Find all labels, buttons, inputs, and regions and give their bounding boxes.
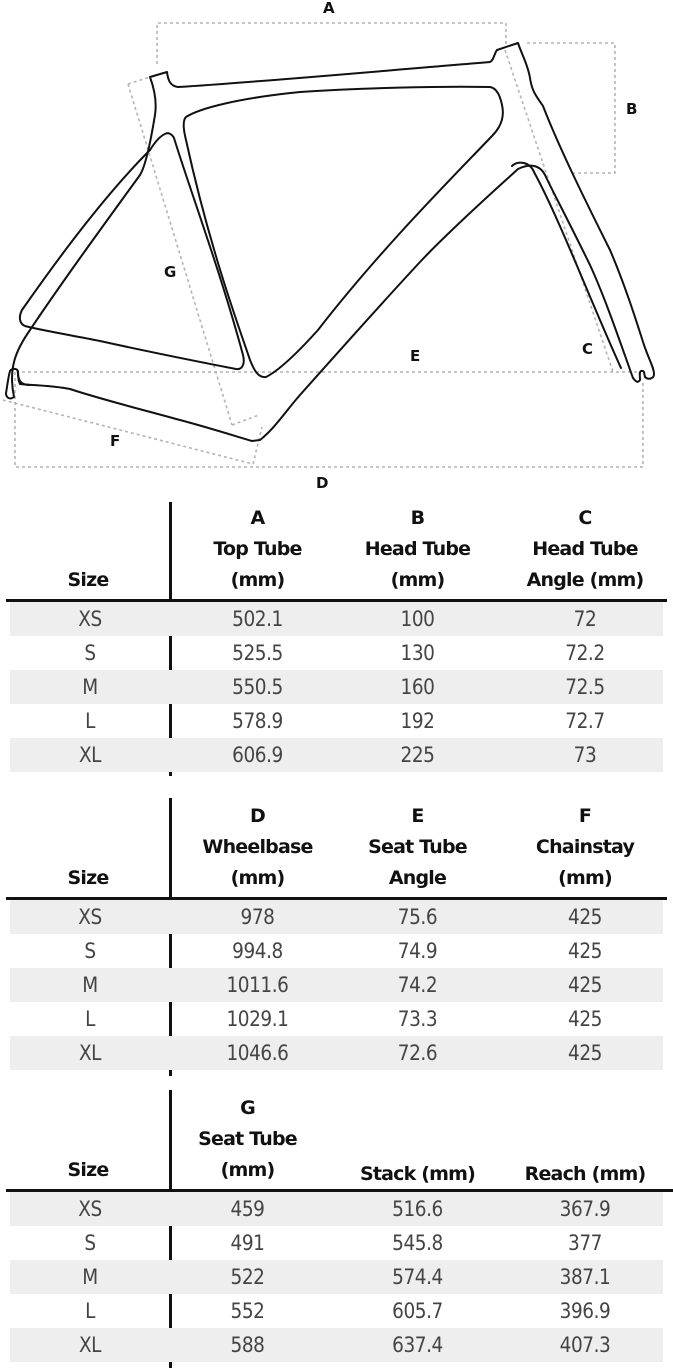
cell-top-tube: 525.5 [232, 641, 283, 665]
cell-size: L [85, 709, 95, 733]
table-row [10, 1328, 663, 1362]
cell-size: L [85, 1007, 95, 1031]
geometry-table-abc [0, 500, 673, 772]
cell-stack: 574.4 [392, 1265, 443, 1289]
cell-size: XL [78, 1041, 102, 1065]
dim-a-line [157, 23, 506, 64]
cell-size: XS [78, 905, 102, 929]
dim-label-g: G [164, 263, 177, 281]
header-reach: Reach (mm) [524, 1163, 646, 1185]
dim-d-line [15, 372, 643, 467]
cell-seat-tube: 491 [230, 1231, 265, 1255]
table-row [0, 934, 673, 968]
cell-seat-tube: 552 [230, 1299, 265, 1323]
fork-inner-line [512, 163, 621, 368]
table-header-row [0, 798, 673, 900]
header-head-tube: B Head Tube (mm) [364, 507, 471, 591]
cell-chainstay: 425 [568, 905, 602, 929]
cell-size: M [82, 973, 98, 997]
cell-size: XS [78, 607, 102, 631]
cell-head-tube-angle: 72.2 [565, 641, 605, 665]
geometry-table-def [0, 798, 673, 1070]
header-wheelbase: D Wheelbase (mm) [202, 805, 313, 889]
cell-head-tube-angle: 73 [573, 743, 597, 767]
table-row [0, 1002, 673, 1036]
dim-label-b: B [626, 100, 638, 118]
header-chainstay: F Chainstay (mm) [535, 805, 635, 889]
header-size: Size [67, 569, 109, 591]
table-row [10, 738, 663, 772]
cell-size: XL [78, 743, 102, 767]
table-row [10, 968, 663, 1002]
frame-outline [6, 43, 654, 441]
dim-label-a: A [323, 0, 335, 17]
cell-size: XS [78, 1197, 102, 1221]
table-row [10, 1260, 663, 1294]
cell-head-tube-angle: 72.5 [565, 675, 605, 699]
table-header-row [0, 1090, 673, 1192]
table-row [10, 900, 663, 934]
cell-top-tube: 550.5 [232, 675, 283, 699]
cell-reach: 396.9 [559, 1299, 611, 1323]
cell-stack: 516.6 [392, 1197, 443, 1221]
cell-stack: 637.4 [392, 1333, 443, 1357]
cell-top-tube: 606.9 [232, 743, 283, 767]
rear-triangle-inner-path [20, 133, 244, 369]
cell-head-tube: 225 [400, 743, 435, 767]
dim-g-bottom [232, 415, 259, 425]
cell-size: S [84, 939, 96, 963]
cell-size: S [84, 641, 96, 665]
cell-stack: 605.7 [392, 1299, 443, 1323]
cell-seat-tube-angle: 73.3 [397, 1007, 438, 1031]
cell-seat-tube-angle: 72.6 [397, 1041, 438, 1065]
header-size: Size [67, 867, 109, 889]
header-seat-tube-angle: E Seat Tube Angle [368, 805, 467, 889]
cell-head-tube: 160 [400, 675, 435, 699]
cell-wheelbase: 1011.6 [226, 973, 289, 997]
cell-wheelbase: 1046.6 [226, 1041, 289, 1065]
table-row [10, 1036, 663, 1070]
head-tube-axis-line [505, 50, 613, 372]
dimension-lines [3, 23, 643, 467]
cell-chainstay: 425 [568, 1007, 602, 1031]
table-header-row [0, 500, 673, 602]
header-head-tube-angle: C Head Tube Angle (mm) [526, 507, 644, 591]
cell-chainstay: 425 [568, 1041, 602, 1065]
cell-wheelbase: 1029.1 [226, 1007, 289, 1031]
cell-top-tube: 578.9 [232, 709, 283, 733]
table-row [10, 1192, 663, 1226]
cell-reach: 367.9 [559, 1197, 611, 1221]
cell-size: L [85, 1299, 95, 1323]
cell-wheelbase: 994.8 [232, 939, 283, 963]
cell-seat-tube: 459 [230, 1197, 265, 1221]
geometry-table-g-stack-reach [0, 1090, 673, 1362]
cell-seat-tube: 522 [230, 1265, 265, 1289]
cell-reach: 377 [568, 1231, 602, 1255]
cell-seat-tube-angle: 74.9 [397, 939, 438, 963]
frame-geometry-diagram [0, 0, 673, 495]
cell-reach: 387.1 [559, 1265, 611, 1289]
table-row [10, 670, 663, 704]
cell-head-tube-angle: 72.7 [565, 709, 605, 733]
dim-label-e: E [410, 347, 421, 365]
cell-head-tube: 130 [400, 641, 435, 665]
frame-outer-path [6, 43, 654, 441]
dim-label-d: D [316, 474, 329, 492]
header-seat-tube: G Seat Tube (mm) [198, 1097, 297, 1181]
dim-label-f: F [110, 432, 121, 450]
cell-stack: 545.8 [392, 1231, 443, 1255]
header-stack: Stack (mm) [359, 1163, 476, 1185]
table-row [0, 704, 673, 738]
dim-label-c: C [582, 340, 594, 358]
cell-wheelbase: 978 [240, 905, 275, 929]
cell-size: S [84, 1231, 96, 1255]
dim-f-line [3, 400, 253, 464]
cell-seat-tube: 588 [230, 1333, 265, 1357]
table-row [0, 1226, 673, 1260]
cell-head-tube: 192 [400, 709, 435, 733]
cell-seat-tube-angle: 74.2 [397, 973, 438, 997]
header-top-tube: A Top Tube (mm) [213, 507, 302, 591]
dim-f-end [253, 427, 262, 464]
cell-head-tube: 100 [400, 607, 435, 631]
cell-size: M [82, 675, 98, 699]
cell-head-tube-angle: 72 [573, 607, 597, 631]
bicycle-frame-drawing [0, 0, 673, 495]
header-size: Size [67, 1159, 109, 1181]
table-row [10, 602, 663, 636]
cell-chainstay: 425 [568, 973, 602, 997]
front-triangle-inner-path [184, 87, 503, 377]
cell-reach: 407.3 [559, 1333, 611, 1357]
cell-size: XL [78, 1333, 102, 1357]
cell-top-tube: 502.1 [232, 607, 283, 631]
cell-size: M [82, 1265, 98, 1289]
table-row [0, 1294, 673, 1328]
dim-g-top [128, 77, 150, 84]
cell-chainstay: 425 [568, 939, 602, 963]
table-row [0, 636, 673, 670]
cell-seat-tube-angle: 75.6 [397, 905, 438, 929]
